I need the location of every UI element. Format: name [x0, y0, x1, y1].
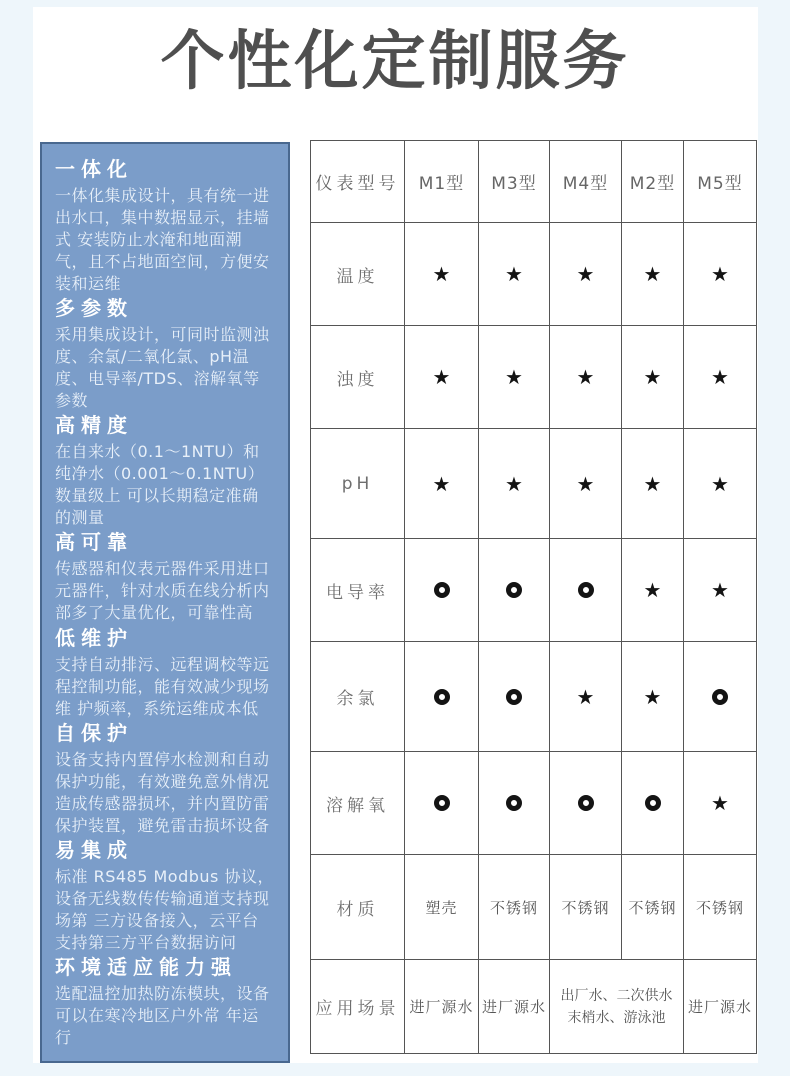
value-cell: 进厂源水 — [479, 960, 550, 1054]
symbol-cell: ★ — [479, 326, 550, 429]
row-turbidity — [311, 326, 757, 429]
value-cell: 不锈钢 — [479, 855, 550, 960]
feature-body: 在自来水（0.1～1NTU）和纯净水（0.001～0.1NTU）数量级上 可以长期稳定准确的测量 — [55, 442, 265, 528]
symbol-cell: ★ — [684, 223, 757, 326]
row-ph — [311, 429, 757, 539]
feature-body: 采用集成设计，可同时监测浊度、余氯/二氧化氯、pH温度、电导率/TDS、溶解氧等参数 — [55, 325, 270, 411]
row-label: pH — [311, 429, 405, 539]
symbol-cell: ★ — [479, 223, 550, 326]
feature-heading: 高可靠 — [55, 530, 133, 555]
symbol-cell: ★ — [550, 642, 622, 752]
feature-body: 设备支持内置停水检测和自动保护功能，有效避免意外情况造成传感器损坏，并内置防雷保护装置，避免雷击损坏设备 — [55, 749, 270, 835]
column-header-m4: M4型 — [550, 141, 622, 223]
feature-section-environment-adaptability — [55, 954, 275, 1049]
symbol-cell — [684, 642, 757, 752]
value-cell: 不锈钢 — [684, 855, 757, 960]
column-header-m5: M5型 — [684, 141, 757, 223]
symbol-cell — [550, 752, 622, 855]
row-label: 温度 — [311, 223, 405, 326]
symbol-cell: ★ — [622, 642, 684, 752]
symbol-cell: ★ — [550, 429, 622, 539]
column-header-m1: M1型 — [405, 141, 479, 223]
row-label: 溶解氧 — [311, 752, 405, 855]
feature-body: 标准 RS485 Modbus 协议，设备无线数传传输通道支持现场第 三方设备接入，云平台支持第三方平台数据访问 — [55, 866, 274, 952]
feature-section-high-precision — [55, 412, 275, 529]
row-application-scenario — [311, 960, 757, 1054]
row-residual-chlorine — [311, 642, 757, 752]
value-cell-merged: 出厂水、二次供水 末梢水、游泳池 — [550, 960, 684, 1054]
value-cell: 不锈钢 — [550, 855, 622, 960]
feature-body: 支持自动排污、远程调校等远程控制功能，能有效减少现场维 护频率，系统运维成本低 — [55, 654, 270, 718]
symbol-cell — [405, 642, 479, 752]
symbol-cell: ★ — [684, 752, 757, 855]
row-temperature — [311, 223, 757, 326]
value-cell: 进厂源水 — [405, 960, 479, 1054]
row-label: 浊度 — [311, 326, 405, 429]
row-label: 应用场景 — [311, 960, 405, 1054]
symbol-cell: ★ — [622, 429, 684, 539]
column-header-model: 仪表型号 — [311, 141, 405, 223]
feature-heading: 高精度 — [55, 413, 133, 438]
value-cell: 进厂源水 — [684, 960, 757, 1054]
feature-section-self-protection — [55, 720, 275, 837]
row-label: 材质 — [311, 855, 405, 960]
feature-heading: 自保护 — [55, 720, 133, 745]
row-dissolved-oxygen — [311, 752, 757, 855]
feature-heading: 多参数 — [55, 296, 133, 321]
page-title: 个性化定制服务 — [160, 25, 630, 99]
feature-section-integration — [55, 156, 275, 295]
features-sidebar — [40, 142, 290, 1063]
feature-section-low-maintenance — [55, 625, 275, 720]
symbol-cell: ★ — [684, 326, 757, 429]
feature-heading: 易集成 — [55, 837, 133, 862]
feature-section-easy-integration — [55, 837, 275, 954]
symbol-cell — [479, 642, 550, 752]
feature-body: 一体化集成设计，具有统一进出水口，集中数据显示，挂墙式 安装防止水淹和地面潮气，且不占地面空间，方便安装和运维 — [55, 186, 270, 293]
feature-body: 传感器和仪表元器件采用进口元器件，针对水质在线分析内部多了大量优化，可靠性高 — [55, 559, 270, 623]
row-label: 余氯 — [311, 642, 405, 752]
column-header-m2: M2型 — [622, 141, 684, 223]
feature-heading: 环境适应能力强 — [55, 954, 237, 979]
symbol-cell: ★ — [550, 223, 622, 326]
feature-heading: 一体化 — [55, 157, 133, 181]
symbol-cell: ★ — [622, 223, 684, 326]
feature-body: 选配温控加热防冻模块，设备可以在寒冷地区户外常 年运行 — [55, 983, 270, 1047]
symbol-cell — [550, 539, 622, 642]
symbol-cell: ★ — [684, 429, 757, 539]
symbol-cell: ★ — [405, 429, 479, 539]
symbol-cell: ★ — [405, 223, 479, 326]
symbol-cell — [479, 752, 550, 855]
value-cell: 不锈钢 — [622, 855, 684, 960]
symbol-cell — [479, 539, 550, 642]
value-cell: 塑壳 — [405, 855, 479, 960]
feature-heading: 低维护 — [55, 625, 133, 650]
symbol-cell: ★ — [405, 326, 479, 429]
table-header-row — [311, 141, 757, 223]
feature-section-high-reliability — [55, 529, 275, 624]
symbol-cell — [622, 752, 684, 855]
symbol-cell: ★ — [684, 539, 757, 642]
symbol-cell: ★ — [622, 539, 684, 642]
feature-section-multi-parameter — [55, 295, 275, 412]
symbol-cell: ★ — [479, 429, 550, 539]
row-conductivity — [311, 539, 757, 642]
row-label: 电导率 — [311, 539, 405, 642]
symbol-cell: ★ — [622, 326, 684, 429]
row-material — [311, 855, 757, 960]
column-header-m3: M3型 — [479, 141, 550, 223]
symbol-cell — [405, 539, 479, 642]
symbol-cell: ★ — [550, 326, 622, 429]
symbol-cell — [405, 752, 479, 855]
model-comparison-table — [310, 140, 757, 1054]
